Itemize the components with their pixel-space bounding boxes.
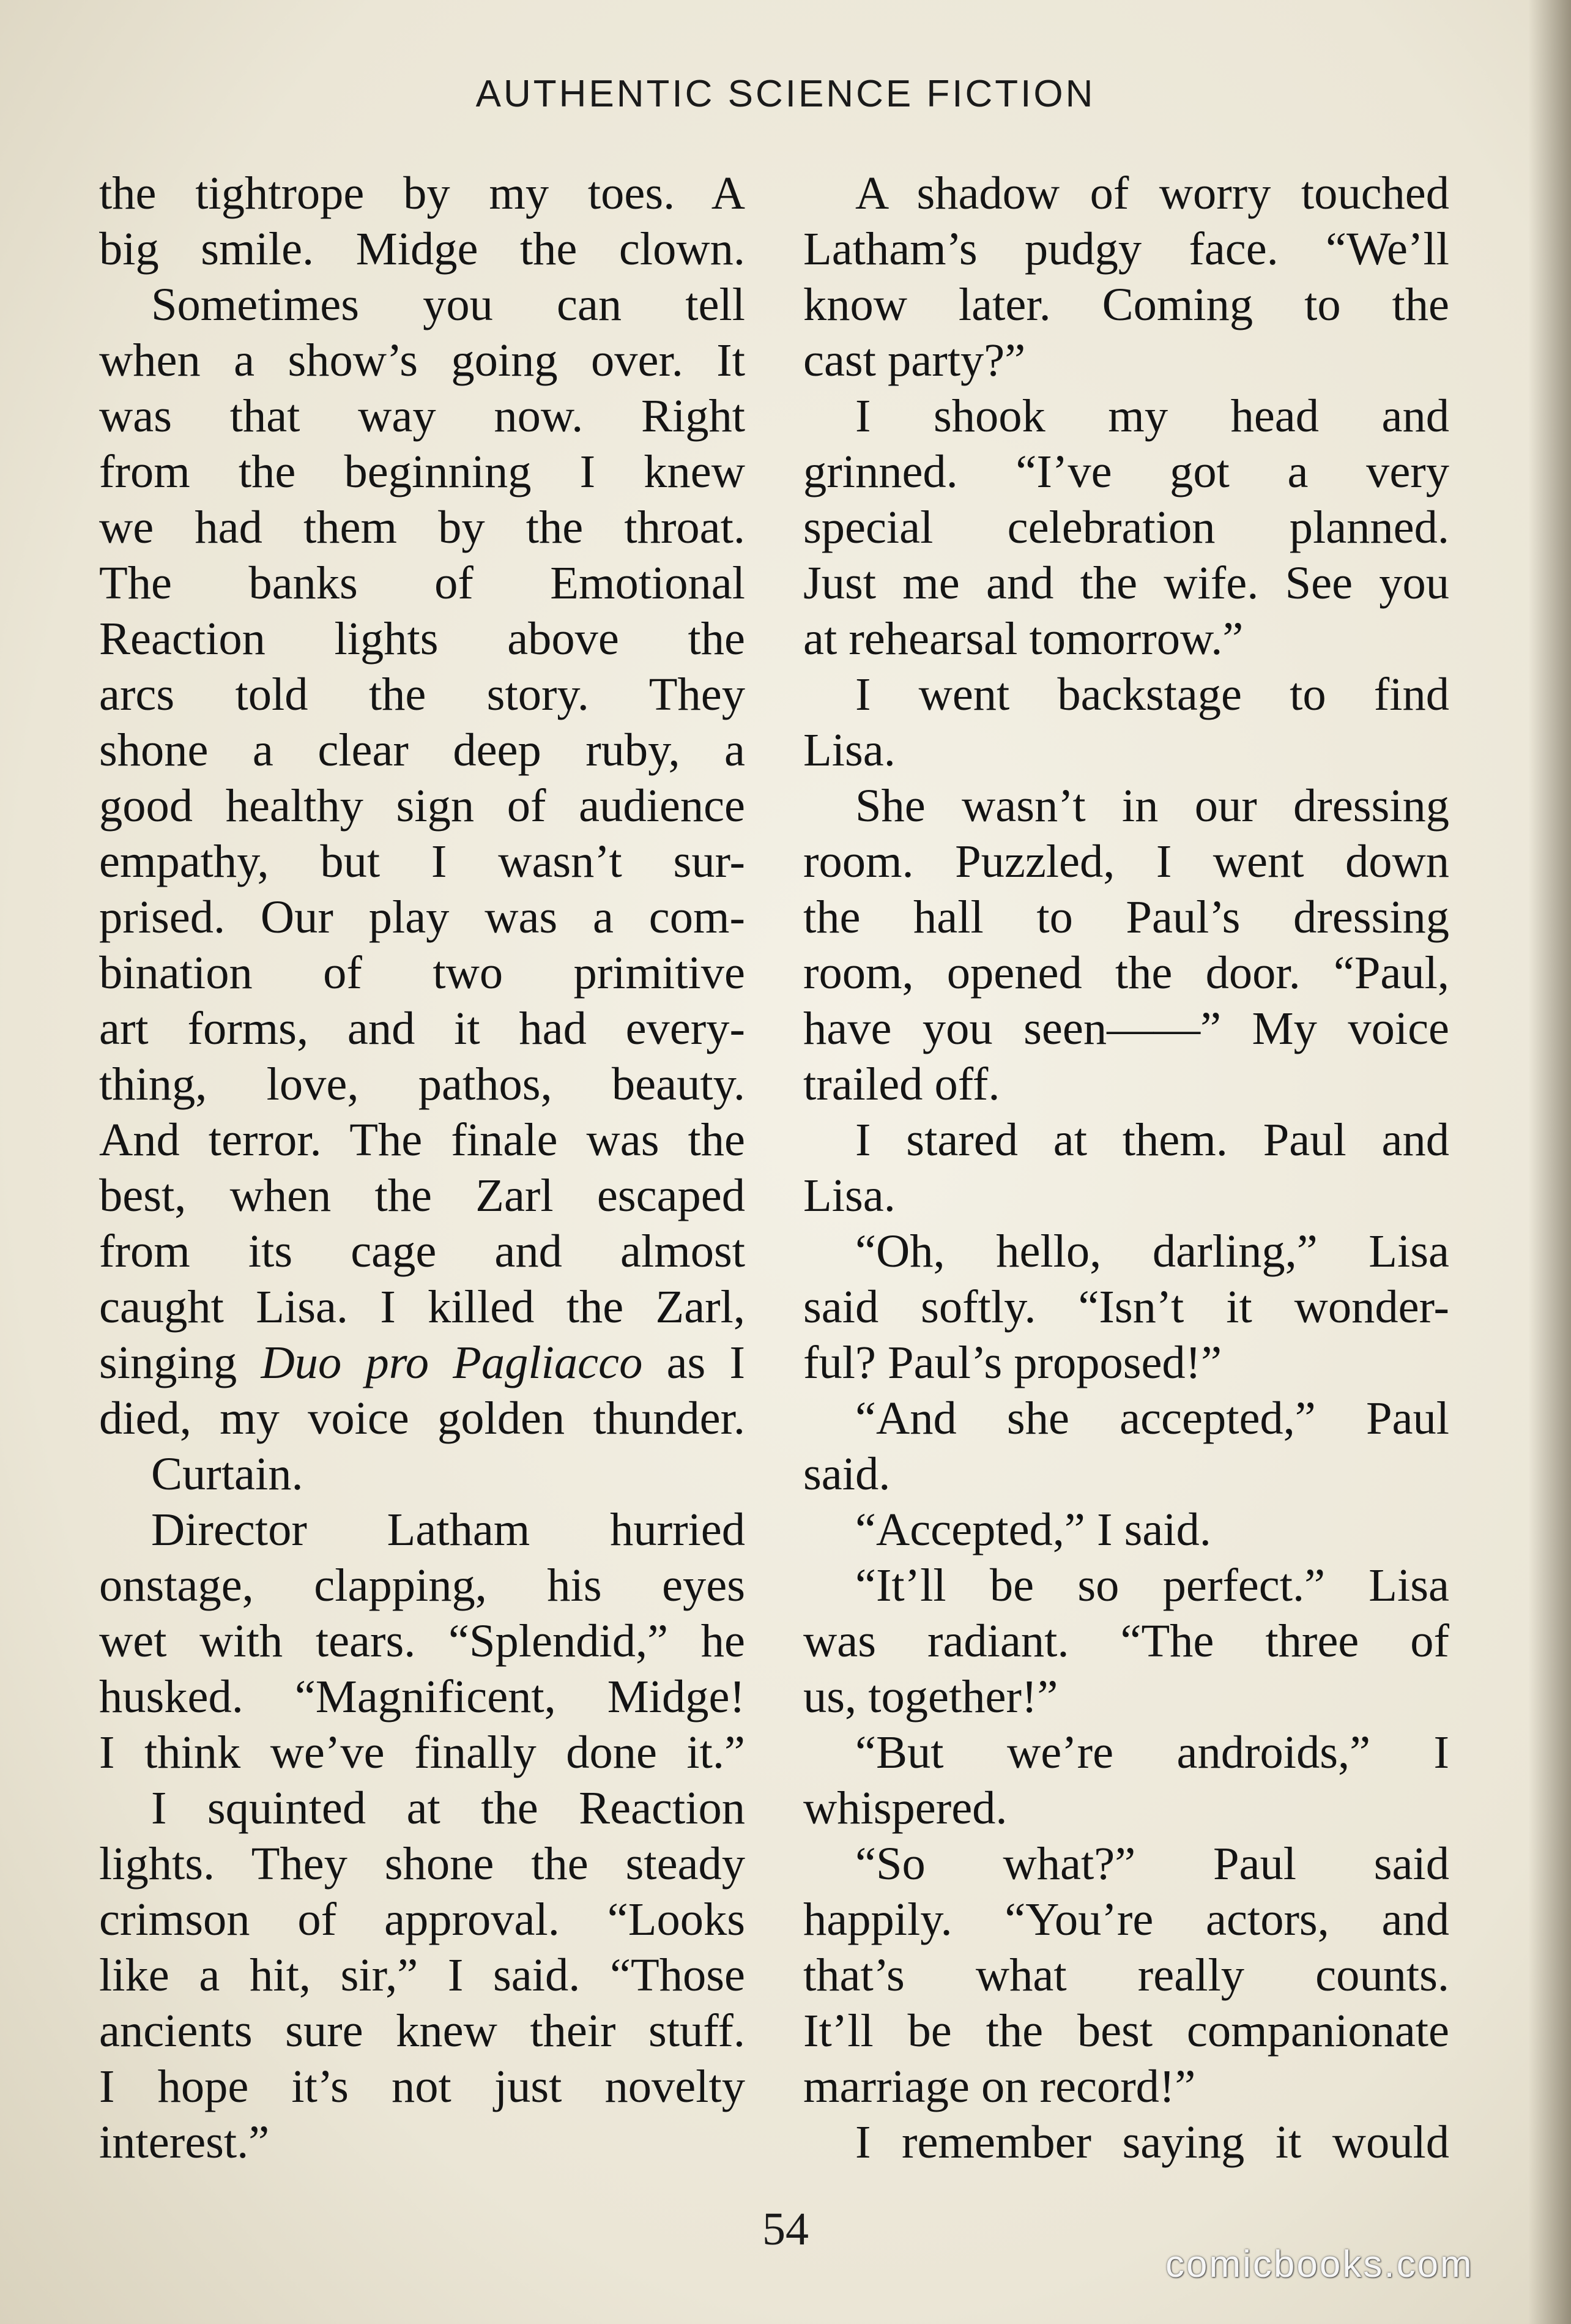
text-line: good healthy sign of audience [99,780,745,832]
watermark: comicbooks.com [1165,2243,1474,2285]
text-line: She wasn’t in our dressing [855,780,1449,832]
text-line: lights. They shone the steady [99,1838,745,1890]
text-line: happily. “You’re actors, and [803,1893,1449,1945]
text-line: “And she accepted,” Paul [855,1392,1449,1444]
text-line: empathy, but I wasn’t sur- [99,835,745,887]
text-line: I remember saying it would [855,2116,1449,2168]
text-line: us, together!” [803,1670,1058,1723]
text-line: Reaction lights above the [99,613,745,665]
text-line: Lisa. [803,1169,896,1221]
text-line: grinned. “I’ve got a very [803,445,1449,497]
text-segment: singing [99,1336,261,1388]
text-line: when a show’s going over. It [99,334,745,386]
text-line: big smile. Midge the clown. [99,223,745,275]
right-column [803,165,1449,2170]
text-line: Curtain. [151,1448,303,1500]
text-line: best, when the Zarl escaped [99,1169,745,1221]
text-line: the tightrope by my toes. A [99,167,745,219]
text-line: special celebration planned. [803,501,1449,553]
text-line: I stared at them. Paul and [855,1114,1449,1166]
text-line: room, opened the door. “Paul, [803,947,1449,999]
text-line: caught Lisa. I killed the Zarl, [99,1281,745,1333]
text-line: at rehearsal tomorrow.” [803,613,1244,665]
running-header: AUTHENTIC SCIENCE FICTION [475,73,1096,115]
text-line: “Oh, hello, darling,” Lisa [855,1225,1449,1277]
text-line: crimson of approval. “Looks [99,1893,745,1945]
text-line: “But we’re androids,” I [855,1726,1449,1778]
text-line: trailed off. [803,1058,1000,1110]
text-line: shone a clear deep ruby, a [99,724,745,776]
text-line: I squinted at the Reaction [151,1782,745,1834]
text-segment: as I [642,1336,746,1388]
text-line: know later. Coming to the [803,278,1449,330]
text-line: husked. “Magnificent, Midge! [99,1670,745,1723]
text-line: was radiant. “The three of [803,1615,1449,1667]
text-line: cast party?” [803,334,1026,386]
page-number: 54 [762,2203,809,2255]
text-line: A shadow of worry touched [855,167,1449,219]
text-line: prised. Our play was a com- [99,891,745,943]
text-line: ful? Paul’s proposed!” [803,1336,1222,1388]
text-line-with-italic [99,1335,745,1390]
text-line: arcs told the story. They [99,668,745,720]
text-line: Director Latham hurried [151,1503,745,1555]
text-line: art forms, and it had every- [99,1002,745,1054]
text-line: “Accepted,” I said. [855,1503,1211,1555]
text-line: died, my voice golden thunder. [99,1392,745,1444]
text-line: It’ll be the best companionate [803,2005,1449,2057]
song-title: Duo pro Pagliacco [261,1336,643,1388]
text-line: we had them by the throat. [99,501,745,553]
text-line: the hall to Paul’s dressing [803,891,1449,943]
text-line: that’s what really counts. [803,1949,1449,2001]
text-line: I think we’ve finally done it.” [99,1726,745,1778]
text-line: I went backstage to find [855,668,1449,720]
spine-shadow [1528,0,1571,2324]
text-line: room. Puzzled, I went down [803,835,1449,887]
text-line: “It’ll be so perfect.” Lisa [855,1559,1449,1611]
left-column [99,165,745,2170]
text-line: was that way now. Right [99,390,745,442]
text-line: ancients sure knew their stuff. [99,2005,745,2057]
text-line: “So what?” Paul said [855,1838,1449,1890]
text-line: from its cage and almost [99,1225,745,1277]
text-line: bination of two primitive [99,947,745,999]
text-line: The banks of Emotional [99,557,745,609]
text-line: marriage on record!” [803,2060,1196,2112]
text-line: Lisa. [803,724,896,776]
text-line: have you seen——” My voice [803,1002,1449,1054]
text-line: Just me and the wife. See you [803,557,1449,609]
text-line: interest.” [99,2116,270,2168]
text-line: whispered. [803,1782,1008,1834]
text-line: And terror. The finale was the [99,1114,745,1166]
text-line: Latham’s pudgy face. “We’ll [803,223,1449,275]
text-line: onstage, clapping, his eyes [99,1559,745,1611]
text-line: said softly. “Isn’t it wonder- [803,1281,1449,1333]
text-line: from the beginning I knew [99,445,745,497]
text-line: said. [803,1448,891,1500]
text-line: Sometimes you can tell [151,278,745,330]
text-line: I shook my head and [855,390,1449,442]
text-line: like a hit, sir,” I said. “Those [99,1949,745,2001]
text-line: wet with tears. “Splendid,” he [99,1615,745,1667]
text-line: thing, love, pathos, beauty. [99,1058,745,1110]
text-line: I hope it’s not just novelty [99,2060,745,2112]
